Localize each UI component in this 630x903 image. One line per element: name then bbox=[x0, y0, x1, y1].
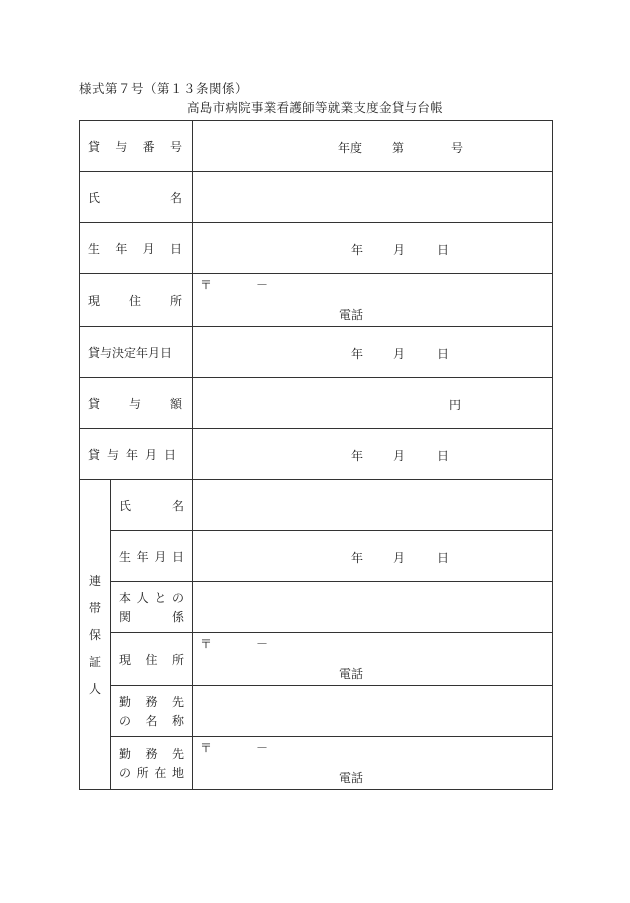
nendo-text: 年度 bbox=[338, 141, 363, 155]
phone-label: 電話 bbox=[339, 771, 364, 785]
label-char: 勤 bbox=[119, 747, 132, 761]
month-text: 月 bbox=[393, 347, 406, 361]
row-loan-amount bbox=[80, 378, 553, 429]
loan-ledger-table bbox=[79, 120, 553, 790]
label-char: 勤 bbox=[119, 695, 132, 709]
label-char: 先 bbox=[171, 747, 184, 761]
label-char: 人 bbox=[88, 682, 101, 696]
label-char: 与 bbox=[106, 447, 119, 462]
row-address bbox=[80, 274, 553, 327]
guarantor-address-field[interactable] bbox=[193, 633, 553, 686]
label-char: 日 bbox=[171, 549, 184, 564]
day-text: 日 bbox=[437, 449, 450, 463]
day-text: 日 bbox=[437, 347, 450, 361]
label-char: 現 bbox=[119, 652, 132, 667]
postal-mark: 〒 bbox=[200, 741, 213, 755]
row-name bbox=[80, 172, 553, 223]
guarantor-relationship-field[interactable] bbox=[193, 582, 553, 633]
month-text: 月 bbox=[393, 551, 406, 565]
label-char: 在 bbox=[154, 766, 167, 780]
label-char: 貸 bbox=[88, 447, 101, 462]
row-guarantor-workplace-address bbox=[80, 737, 553, 790]
label-char: 年 bbox=[125, 447, 138, 462]
phone-label: 電話 bbox=[339, 667, 364, 681]
label-char: 月 bbox=[142, 241, 155, 256]
guarantor-workplace-address-field[interactable] bbox=[193, 737, 553, 790]
label-char: の bbox=[119, 766, 132, 780]
year-text: 年 bbox=[351, 347, 364, 361]
label-char: 年 bbox=[136, 549, 149, 564]
label-char: 称 bbox=[171, 714, 184, 728]
label-char: 関 bbox=[119, 610, 132, 624]
month-text: 月 bbox=[393, 449, 406, 463]
label-char: 地 bbox=[171, 766, 184, 780]
birth-date-label bbox=[80, 223, 193, 274]
year-text: 年 bbox=[351, 449, 364, 463]
label-char: 番 bbox=[142, 139, 155, 154]
form-number: 様式第７号（第１３条関係） bbox=[79, 81, 249, 96]
month-text: 月 bbox=[393, 243, 406, 257]
address-field[interactable] bbox=[193, 274, 553, 327]
label-char: 係 bbox=[171, 610, 184, 624]
label-char: 日 bbox=[169, 241, 182, 256]
label-char: 氏 bbox=[88, 190, 101, 205]
label-char: 保 bbox=[88, 628, 101, 642]
label-char: 連 bbox=[88, 574, 101, 588]
label-char: 氏 bbox=[119, 498, 132, 513]
label-char: 貸 bbox=[88, 396, 101, 411]
row-guarantor-birth-date bbox=[80, 531, 553, 582]
day-text: 日 bbox=[437, 551, 450, 565]
label-char: 所 bbox=[171, 652, 184, 667]
year-text: 年 bbox=[351, 243, 364, 257]
loan-amount-label bbox=[80, 378, 193, 429]
postal-dash: － bbox=[256, 637, 269, 651]
label-char: 先 bbox=[171, 695, 184, 709]
label-char: 日 bbox=[163, 447, 176, 462]
label-char: 証 bbox=[88, 655, 101, 669]
decision-date-field[interactable] bbox=[193, 327, 553, 378]
label-char: 月 bbox=[144, 447, 157, 462]
label-char: 号 bbox=[169, 139, 182, 154]
yen-text: 円 bbox=[449, 398, 462, 412]
label-char: 与 bbox=[128, 396, 141, 411]
postal-dash: － bbox=[256, 278, 269, 292]
row-birth-date bbox=[80, 223, 553, 274]
loan-number-field[interactable] bbox=[193, 121, 553, 172]
day-text: 日 bbox=[437, 243, 450, 257]
label-char: と bbox=[154, 591, 167, 605]
guarantor-birth-date-label bbox=[111, 531, 193, 582]
label-char: 名 bbox=[171, 498, 184, 513]
label-char: 生 bbox=[88, 241, 101, 256]
row-guarantor-relationship bbox=[80, 582, 553, 633]
label-char: 所 bbox=[169, 293, 182, 308]
guarantor-group-label bbox=[80, 480, 111, 790]
label-char: 務 bbox=[145, 695, 158, 709]
row-decision-date bbox=[80, 327, 553, 378]
label-char: 名 bbox=[169, 190, 182, 205]
label-char: の bbox=[171, 591, 184, 605]
phone-label: 電話 bbox=[339, 308, 364, 322]
decision-date-label bbox=[80, 327, 193, 378]
postal-mark: 〒 bbox=[200, 637, 213, 651]
label-char: 人 bbox=[136, 591, 149, 605]
label-char: 年 bbox=[115, 241, 128, 256]
label-char: 額 bbox=[169, 396, 182, 411]
row-guarantor-address bbox=[80, 633, 553, 686]
guarantor-workplace-address-label bbox=[111, 737, 193, 790]
year-text: 年 bbox=[351, 551, 364, 565]
label-char: 務 bbox=[145, 747, 158, 761]
label-char: 月 bbox=[154, 549, 167, 564]
guarantor-relationship-label bbox=[111, 582, 193, 633]
label-char: 所 bbox=[136, 766, 149, 780]
label-char: 住 bbox=[128, 293, 141, 308]
postal-dash: － bbox=[256, 741, 269, 755]
address-label bbox=[80, 274, 193, 327]
birth-date-field[interactable] bbox=[193, 223, 553, 274]
loan-date-field[interactable] bbox=[193, 429, 553, 480]
row-guarantor-workplace bbox=[80, 686, 553, 737]
row-guarantor-name bbox=[80, 480, 553, 531]
guarantor-name-label bbox=[111, 480, 193, 531]
page-title: 高島市病院事業看護師等就業支度金貸与台帳 bbox=[186, 100, 443, 115]
go-text: 号 bbox=[451, 141, 464, 155]
label-char: 本 bbox=[119, 591, 132, 605]
dai-text: 第 bbox=[392, 141, 405, 155]
guarantor-address-label bbox=[111, 633, 193, 686]
label-char: 帯 bbox=[88, 601, 101, 615]
guarantor-workplace-field[interactable] bbox=[193, 686, 553, 737]
row-loan-date bbox=[80, 429, 553, 480]
guarantor-birth-date-field[interactable] bbox=[193, 531, 553, 582]
loan-number-label bbox=[80, 121, 193, 172]
loan-date-label bbox=[80, 429, 193, 480]
name-label bbox=[80, 172, 193, 223]
label-char: 現 bbox=[88, 293, 101, 308]
guarantor-workplace-label bbox=[111, 686, 193, 737]
label-char: 名 bbox=[145, 714, 158, 728]
guarantor-name-field[interactable] bbox=[193, 480, 553, 531]
row-loan-number bbox=[80, 121, 553, 172]
label-char: 生 bbox=[119, 549, 132, 564]
label-char: 住 bbox=[145, 652, 158, 667]
label-text: 貸与決定年月日 bbox=[88, 345, 173, 360]
name-field[interactable] bbox=[193, 172, 553, 223]
label-char: 貸 bbox=[88, 139, 101, 154]
postal-mark: 〒 bbox=[200, 278, 213, 292]
label-char: 与 bbox=[115, 139, 128, 154]
label-char: の bbox=[119, 714, 132, 728]
loan-amount-field[interactable] bbox=[193, 378, 553, 429]
